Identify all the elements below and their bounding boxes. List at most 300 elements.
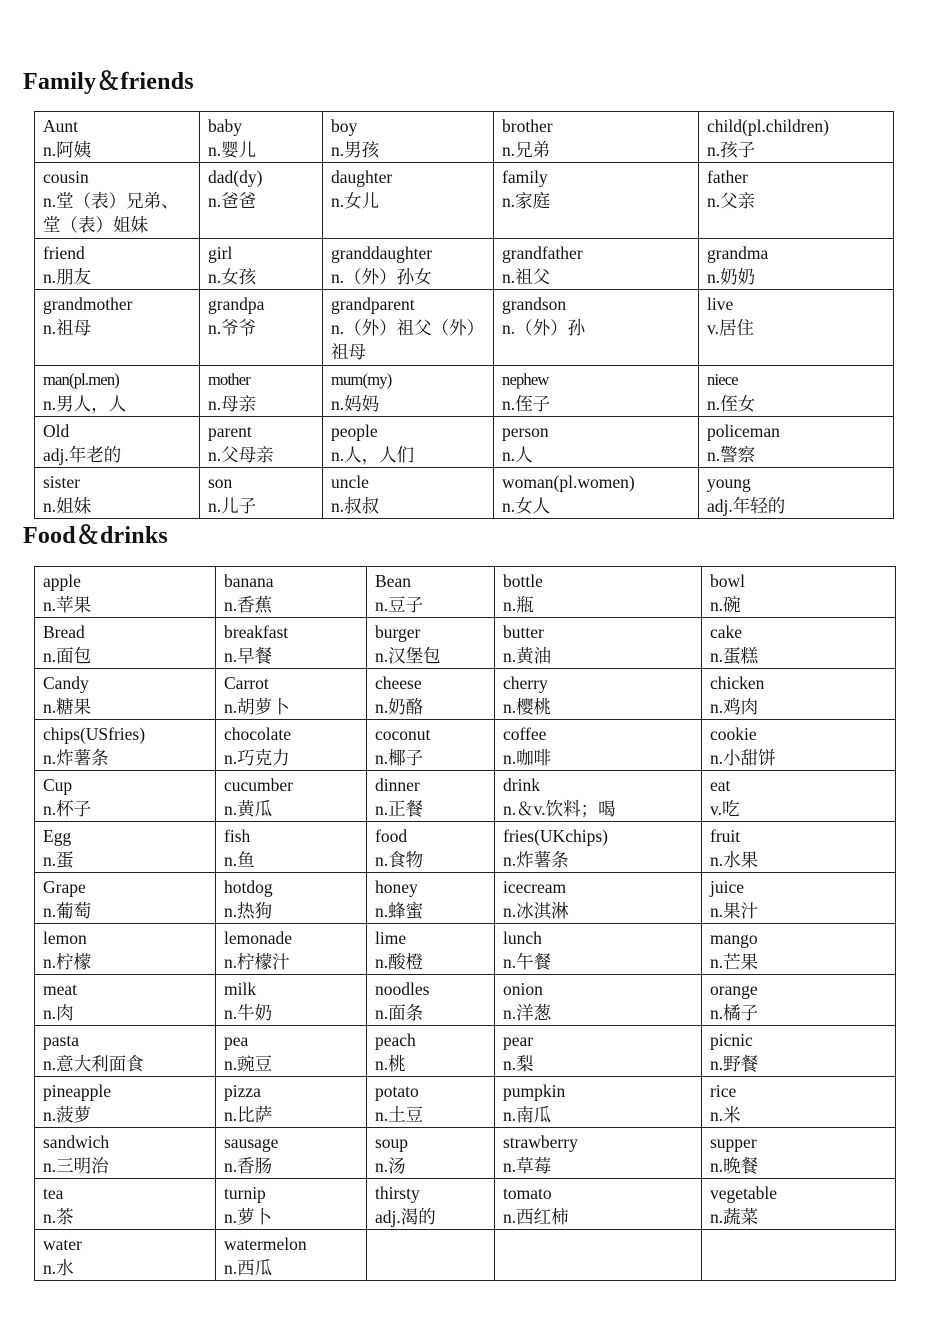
vocab-word: sausage <box>224 1132 279 1152</box>
vocab-cell <box>699 112 894 163</box>
vocab-meaning: n.豆子 <box>375 595 424 615</box>
vocab-word: chocolate <box>224 724 292 744</box>
vocab-cell <box>367 822 495 873</box>
vocab-cell <box>35 366 200 417</box>
vocab-cell <box>200 290 323 366</box>
vocab-word: young <box>707 472 751 492</box>
vocab-meaning: n.汤 <box>375 1156 406 1176</box>
vocab-cell <box>367 771 495 822</box>
vocab-meaning: n.爸爸 <box>208 191 257 211</box>
vocab-word: orange <box>710 979 758 999</box>
vocab-cell <box>494 468 699 519</box>
vocab-word: dinner <box>375 775 420 795</box>
vocab-cell <box>495 1230 702 1281</box>
vocab-meaning: n.胡萝卜 <box>224 697 290 717</box>
food-drinks-vocab-table <box>34 566 896 1281</box>
vocab-cell <box>702 1230 896 1281</box>
vocab-word: fries(UKchips) <box>503 826 608 846</box>
vocab-cell <box>35 1026 216 1077</box>
vocab-meaning: n.堂（表）兄弟、堂（表）姐妹 <box>43 191 179 235</box>
vocab-meaning: n.男人，人 <box>43 394 127 414</box>
vocab-cell <box>216 975 367 1026</box>
vocab-meaning: n.苹果 <box>43 595 92 615</box>
vocab-cell <box>216 1026 367 1077</box>
vocab-meaning: n.米 <box>710 1105 741 1125</box>
vocab-word: child(pl.children) <box>707 116 829 136</box>
vocab-meaning: n.鱼 <box>224 850 255 870</box>
vocab-word: tea <box>43 1183 64 1203</box>
vocab-meaning: n.樱桃 <box>503 697 552 717</box>
vocab-cell <box>699 417 894 468</box>
vocab-word: eat <box>710 775 731 795</box>
vocab-cell <box>216 822 367 873</box>
table-row <box>35 720 896 771</box>
vocab-cell <box>35 873 216 924</box>
table-row <box>35 669 896 720</box>
vocab-word: cherry <box>503 673 548 693</box>
vocab-cell <box>495 1179 702 1230</box>
table-row <box>35 1179 896 1230</box>
vocab-cell <box>367 1128 495 1179</box>
vocab-meaning: n.椰子 <box>375 748 424 768</box>
section-title-family-friends: Family＆friends <box>23 69 194 95</box>
vocab-cell <box>367 1230 495 1281</box>
vocab-cell <box>699 366 894 417</box>
vocab-word: family <box>502 167 548 187</box>
vocab-cell <box>200 112 323 163</box>
vocab-cell <box>35 567 216 618</box>
vocab-word: friend <box>43 243 85 263</box>
vocab-word: pumpkin <box>503 1081 566 1101</box>
vocab-word: people <box>331 421 378 441</box>
vocab-word: thirsty <box>375 1183 420 1203</box>
vocab-cell <box>323 417 494 468</box>
vocab-cell <box>35 290 200 366</box>
vocab-meaning: n.女孩 <box>208 267 257 287</box>
vocab-meaning: n.母亲 <box>208 394 257 414</box>
vocab-cell <box>216 1077 367 1128</box>
table-row <box>35 1026 896 1077</box>
vocab-cell <box>702 720 896 771</box>
vocab-word: soup <box>375 1132 409 1152</box>
vocab-word: cousin <box>43 167 89 187</box>
vocab-word: grandfather <box>502 243 583 263</box>
vocab-meaning: v.居住 <box>707 318 754 338</box>
vocab-word: juice <box>710 877 745 897</box>
vocab-meaning: n.蛋 <box>43 850 74 870</box>
vocab-word: mango <box>710 928 758 948</box>
vocab-word: live <box>707 294 734 314</box>
vocab-word: lemonade <box>224 928 293 948</box>
vocab-cell <box>495 618 702 669</box>
vocab-meaning: n.西瓜 <box>224 1258 273 1278</box>
vocab-word: fish <box>224 826 251 846</box>
vocab-meaning: n.糖果 <box>43 697 92 717</box>
vocab-word: grandparent <box>331 294 415 314</box>
vocab-meaning: n.叔叔 <box>331 496 380 516</box>
vocab-cell <box>699 239 894 290</box>
vocab-meaning: n.菠萝 <box>43 1105 92 1125</box>
vocab-meaning: n.南瓜 <box>503 1105 552 1125</box>
vocab-word: pear <box>503 1030 534 1050</box>
vocab-word: Aunt <box>43 116 78 136</box>
vocab-meaning: n.祖母 <box>43 318 92 338</box>
vocab-cell <box>495 1026 702 1077</box>
vocab-meaning: n.奶酪 <box>375 697 424 717</box>
vocab-meaning: n.巧克力 <box>224 748 290 768</box>
vocab-word: nephew <box>502 370 549 389</box>
vocab-meaning: adj.年轻的 <box>707 496 786 516</box>
vocab-word: uncle <box>331 472 369 492</box>
vocab-meaning: n.蔬菜 <box>710 1207 759 1227</box>
table-row <box>35 468 894 519</box>
vocab-cell <box>200 468 323 519</box>
vocab-meaning: n.酸橙 <box>375 952 424 972</box>
vocab-word: lunch <box>503 928 542 948</box>
vocab-cell <box>35 975 216 1026</box>
vocab-word: mother <box>208 370 250 389</box>
vocab-cell <box>702 975 896 1026</box>
vocab-word: cheese <box>375 673 422 693</box>
vocab-cell <box>323 112 494 163</box>
vocab-word: girl <box>208 243 233 263</box>
vocab-word: rice <box>710 1081 737 1101</box>
table-row <box>35 975 896 1026</box>
vocab-meaning: n.午餐 <box>503 952 552 972</box>
vocab-word: Cup <box>43 775 73 795</box>
table-row <box>35 112 894 163</box>
vocab-cell <box>495 975 702 1026</box>
vocab-word: chips(USfries) <box>43 724 146 744</box>
vocab-cell <box>216 669 367 720</box>
vocab-cell <box>35 618 216 669</box>
vocab-meaning: n.（外）祖父（外）祖母 <box>331 318 485 362</box>
vocab-word: sister <box>43 472 80 492</box>
vocab-meaning: n.柠檬 <box>43 952 92 972</box>
vocab-meaning: n.瓶 <box>503 595 534 615</box>
vocab-meaning: n.梨 <box>503 1054 534 1074</box>
vocab-meaning: n.朋友 <box>43 267 92 287</box>
vocab-meaning: n.冰淇淋 <box>503 901 569 921</box>
vocab-word: coconut <box>375 724 431 744</box>
vocab-cell <box>367 669 495 720</box>
vocab-cell <box>702 771 896 822</box>
vocab-meaning: n.西红柿 <box>503 1207 569 1227</box>
vocab-word: coffee <box>503 724 547 744</box>
vocab-cell <box>495 669 702 720</box>
vocab-meaning: n.侄子 <box>502 394 551 414</box>
vocab-word: water <box>43 1234 82 1254</box>
vocab-cell <box>200 163 323 239</box>
vocab-cell <box>200 417 323 468</box>
vocab-cell <box>367 924 495 975</box>
vocab-meaning: n.咖啡 <box>503 748 552 768</box>
vocab-word: father <box>707 167 748 187</box>
vocab-meaning: n.意大利面食 <box>43 1054 144 1074</box>
vocab-cell <box>702 567 896 618</box>
table-row <box>35 417 894 468</box>
vocab-cell <box>495 771 702 822</box>
vocab-meaning: n.牛奶 <box>224 1003 273 1023</box>
vocab-meaning: n.兄弟 <box>502 140 551 160</box>
vocab-word: apple <box>43 571 81 591</box>
vocab-cell <box>35 1230 216 1281</box>
vocab-cell <box>35 1077 216 1128</box>
vocab-meaning: adj.渴的 <box>375 1207 436 1227</box>
vocab-cell <box>35 112 200 163</box>
vocab-word: man(pl.men) <box>43 370 119 389</box>
vocab-cell <box>35 1128 216 1179</box>
vocab-word: daughter <box>331 167 393 187</box>
vocab-word: strawberry <box>503 1132 578 1152</box>
section-title-food-drinks: Food＆drinks <box>23 523 168 549</box>
vocab-meaning: n.桃 <box>375 1054 406 1074</box>
vocab-cell <box>494 417 699 468</box>
vocab-meaning: n.水果 <box>710 850 759 870</box>
vocab-meaning: n.侄女 <box>707 394 756 414</box>
vocab-word: drink <box>503 775 540 795</box>
table-row <box>35 771 896 822</box>
vocab-meaning: n.黄油 <box>503 646 552 666</box>
vocab-word: vegetable <box>710 1183 778 1203</box>
vocab-meaning: n.蛋糕 <box>710 646 759 666</box>
table-row <box>35 822 896 873</box>
vocab-cell <box>35 720 216 771</box>
vocab-word: Bread <box>43 622 85 642</box>
vocab-cell <box>35 1179 216 1230</box>
vocab-word: Old <box>43 421 70 441</box>
vocab-cell <box>323 468 494 519</box>
vocab-cell <box>699 290 894 366</box>
vocab-meaning: n.父母亲 <box>208 445 274 465</box>
vocab-meaning: n.女人 <box>502 496 551 516</box>
vocab-word: fruit <box>710 826 741 846</box>
vocab-cell <box>495 720 702 771</box>
vocab-cell <box>35 669 216 720</box>
vocab-cell <box>367 567 495 618</box>
vocab-meaning: n.黄瓜 <box>224 799 273 819</box>
table-row <box>35 163 894 239</box>
vocab-meaning: n.警察 <box>707 445 756 465</box>
vocab-word: cookie <box>710 724 757 744</box>
vocab-meaning: n.晚餐 <box>710 1156 759 1176</box>
vocab-meaning: n.肉 <box>43 1003 74 1023</box>
vocab-cell <box>494 163 699 239</box>
vocab-cell <box>494 112 699 163</box>
vocab-cell <box>216 771 367 822</box>
vocab-word: cake <box>710 622 743 642</box>
vocab-word: hotdog <box>224 877 273 897</box>
vocab-cell <box>35 822 216 873</box>
vocab-meaning: n.家庭 <box>502 191 551 211</box>
vocab-meaning: n.芒果 <box>710 952 759 972</box>
vocab-cell <box>216 1230 367 1281</box>
vocab-word: woman(pl.women) <box>502 472 635 492</box>
vocab-meaning: n.蜂蜜 <box>375 901 424 921</box>
vocab-word: onion <box>503 979 543 999</box>
vocab-cell <box>702 1077 896 1128</box>
vocab-meaning: n.野餐 <box>710 1054 759 1074</box>
vocab-meaning: n.三明治 <box>43 1156 109 1176</box>
vocab-meaning: n.爷爷 <box>208 318 257 338</box>
vocab-cell <box>495 873 702 924</box>
vocab-word: Bean <box>375 571 411 591</box>
vocab-word: person <box>502 421 549 441</box>
vocab-meaning: n.阿姨 <box>43 140 92 160</box>
vocab-word: noodles <box>375 979 430 999</box>
vocab-cell <box>495 567 702 618</box>
vocab-word: pasta <box>43 1030 79 1050</box>
vocab-word: Egg <box>43 826 72 846</box>
vocab-meaning: adj.年老的 <box>43 445 122 465</box>
vocab-cell <box>323 290 494 366</box>
vocab-cell <box>702 822 896 873</box>
vocab-word: dad(dy) <box>208 167 263 187</box>
vocab-cell <box>35 771 216 822</box>
vocab-cell <box>702 924 896 975</box>
vocab-meaning: n.面条 <box>375 1003 424 1023</box>
vocab-cell <box>367 1026 495 1077</box>
vocab-cell <box>495 1128 702 1179</box>
vocab-cell <box>699 468 894 519</box>
vocab-cell <box>702 1179 896 1230</box>
vocab-meaning: n.食物 <box>375 850 424 870</box>
vocab-cell <box>702 669 896 720</box>
vocab-word: mum(my) <box>331 370 392 389</box>
vocab-word: milk <box>224 979 257 999</box>
vocab-word: brother <box>502 116 553 136</box>
vocab-cell <box>35 468 200 519</box>
vocab-meaning: n.祖父 <box>502 267 551 287</box>
vocab-word: policeman <box>707 421 780 441</box>
vocab-word: pea <box>224 1030 249 1050</box>
vocab-word: niece <box>707 370 738 389</box>
vocab-meaning: n.＆v.饮料；喝 <box>503 799 616 819</box>
vocab-word: granddaughter <box>331 243 433 263</box>
vocab-cell <box>494 366 699 417</box>
vocab-meaning: n.正餐 <box>375 799 424 819</box>
vocab-word: watermelon <box>224 1234 307 1254</box>
vocab-word: meat <box>43 979 78 999</box>
vocab-word: Grape <box>43 877 86 897</box>
vocab-cell <box>216 873 367 924</box>
vocab-cell <box>699 163 894 239</box>
vocab-meaning: n.豌豆 <box>224 1054 273 1074</box>
vocab-word: lime <box>375 928 407 948</box>
vocab-word: tomato <box>503 1183 552 1203</box>
vocab-meaning: n.果汁 <box>710 901 759 921</box>
vocab-word: grandson <box>502 294 567 314</box>
table-row <box>35 1230 896 1281</box>
vocab-meaning: n.（外）孙 <box>502 318 586 338</box>
vocab-meaning: n.洋葱 <box>503 1003 552 1023</box>
vocab-cell <box>367 873 495 924</box>
vocab-meaning: n.炸薯条 <box>43 748 109 768</box>
vocab-meaning: n.面包 <box>43 646 92 666</box>
vocab-word: Carrot <box>224 673 269 693</box>
vocab-meaning: n.杯子 <box>43 799 92 819</box>
vocab-meaning: n.婴儿 <box>208 140 257 160</box>
vocab-cell <box>367 975 495 1026</box>
vocab-word: pineapple <box>43 1081 112 1101</box>
vocab-meaning: n.孩子 <box>707 140 756 160</box>
vocab-meaning: n.男孩 <box>331 140 380 160</box>
vocab-meaning: n.小甜饼 <box>710 748 776 768</box>
vocab-cell <box>323 163 494 239</box>
table-row <box>35 1077 896 1128</box>
vocab-meaning: n.茶 <box>43 1207 74 1227</box>
vocab-cell <box>216 567 367 618</box>
vocab-cell <box>495 1077 702 1128</box>
vocab-meaning: n.妈妈 <box>331 394 380 414</box>
vocab-cell <box>494 290 699 366</box>
table-row <box>35 618 896 669</box>
vocab-cell <box>367 1179 495 1230</box>
vocab-word: son <box>208 472 233 492</box>
vocab-meaning: n.女儿 <box>331 191 380 211</box>
vocab-meaning: n.萝卜 <box>224 1207 273 1227</box>
vocab-meaning: n.柠檬汁 <box>224 952 290 972</box>
vocab-meaning: n.人，人们 <box>331 445 415 465</box>
vocab-word: parent <box>208 421 252 441</box>
vocab-word: honey <box>375 877 418 897</box>
vocab-cell <box>216 1179 367 1230</box>
vocab-meaning: n.（外）孙女 <box>331 267 432 287</box>
vocab-word: bottle <box>503 571 543 591</box>
table-row <box>35 924 896 975</box>
vocab-word: Candy <box>43 673 89 693</box>
vocab-cell <box>702 1026 896 1077</box>
vocab-cell <box>702 873 896 924</box>
vocab-word: potato <box>375 1081 419 1101</box>
vocab-cell <box>35 924 216 975</box>
vocab-meaning: n.草莓 <box>503 1156 552 1176</box>
vocab-cell <box>200 366 323 417</box>
vocab-word: peach <box>375 1030 416 1050</box>
vocab-meaning: n.汉堡包 <box>375 646 441 666</box>
vocab-meaning: n.人 <box>502 445 533 465</box>
vocab-cell <box>200 239 323 290</box>
vocab-word: baby <box>208 116 243 136</box>
vocab-word: turnip <box>224 1183 266 1203</box>
vocab-meaning: n.葡萄 <box>43 901 92 921</box>
vocab-word: lemon <box>43 928 87 948</box>
vocab-word: icecream <box>503 877 567 897</box>
vocab-word: sandwich <box>43 1132 110 1152</box>
vocab-word: banana <box>224 571 274 591</box>
vocab-word: grandma <box>707 243 769 263</box>
vocab-meaning: n.比萨 <box>224 1105 273 1125</box>
vocab-word: chicken <box>710 673 765 693</box>
vocab-meaning: n.热狗 <box>224 901 273 921</box>
vocab-word: cucumber <box>224 775 293 795</box>
vocab-cell <box>367 720 495 771</box>
vocab-cell <box>35 239 200 290</box>
vocab-meaning: n.橘子 <box>710 1003 759 1023</box>
vocab-cell <box>495 822 702 873</box>
vocab-meaning: v.吃 <box>710 799 740 819</box>
vocab-meaning: n.香肠 <box>224 1156 273 1176</box>
vocab-cell <box>494 239 699 290</box>
vocab-meaning: n.水 <box>43 1258 74 1278</box>
vocab-cell <box>367 618 495 669</box>
table-row <box>35 366 894 417</box>
vocab-word: grandmother <box>43 294 133 314</box>
vocab-cell <box>323 239 494 290</box>
table-row <box>35 873 896 924</box>
vocab-cell <box>216 1128 367 1179</box>
vocab-meaning: n.父亲 <box>707 191 756 211</box>
